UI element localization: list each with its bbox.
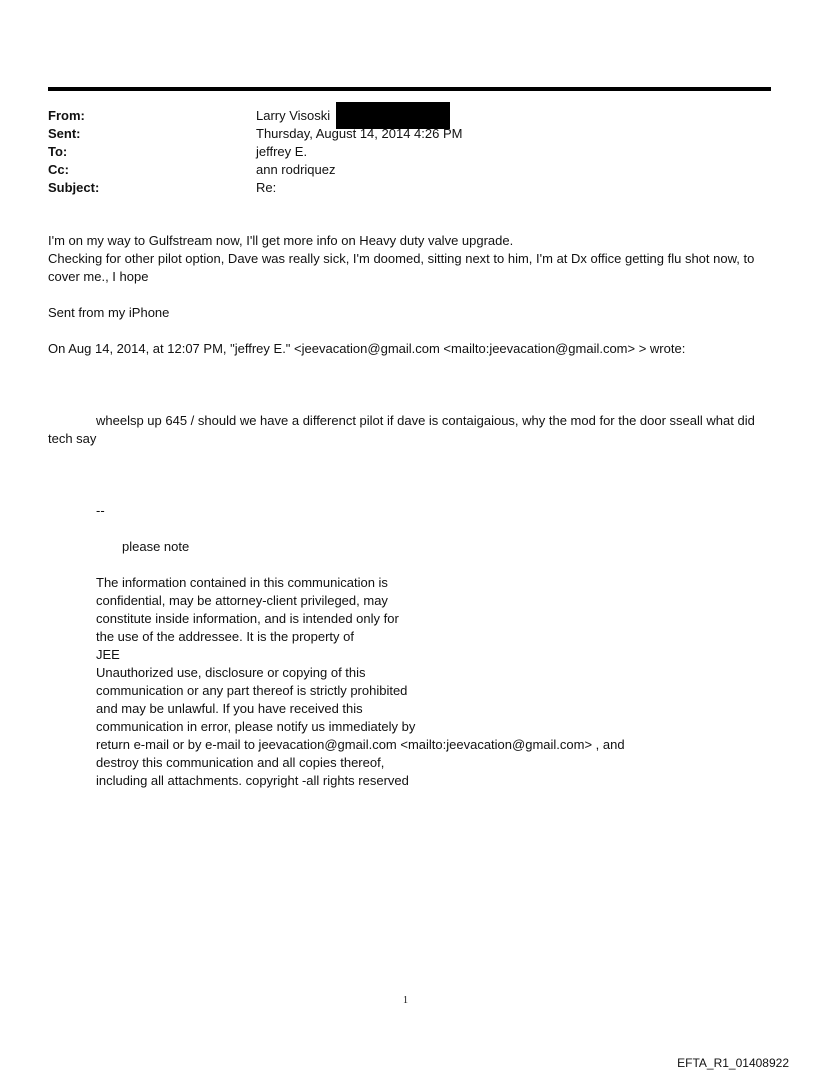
please-note: please note	[122, 539, 190, 554]
disclaimer-line: JEE	[96, 647, 120, 662]
disclaimer-line: including all attachments. copyright -all rights reserved	[96, 773, 409, 788]
quote-intro: On Aug 14, 2014, at 12:07 PM, "jeffrey E." <jeevacation@gmail.com <mailto:jeevacation@gmail.com> > wrote:	[48, 341, 686, 356]
disclaimer-line: The information contained in this communication is	[96, 575, 388, 590]
header-rule	[48, 87, 771, 91]
disclaimer-line: destroy this communication and all copies thereof,	[96, 755, 385, 770]
quoted-text: wheelsp up 645 / should we have a differenct pilot if dave is contaigaious, why the mod for the door sseall what did tech say	[48, 413, 755, 446]
sent-label: Sent:	[48, 126, 81, 141]
disclaimer-line: the use of the addressee. It is the property of	[96, 629, 354, 644]
document-id: EFTA_R1_01408922	[677, 1056, 789, 1070]
email-header	[48, 107, 768, 197]
sent-row	[48, 125, 768, 143]
disclaimer-line: constitute inside information, and is intended only for	[96, 611, 399, 626]
cc-row	[48, 161, 768, 179]
to-label: To:	[48, 144, 68, 159]
subject-label: Subject:	[48, 180, 100, 195]
separator: --	[96, 503, 105, 518]
disclaimer-line: and may be unlawful. If you have received this	[96, 701, 363, 716]
disclaimer-line: Unauthorized use, disclosure or copying of this	[96, 665, 366, 680]
subject-row	[48, 179, 768, 197]
to-row	[48, 143, 768, 161]
page-number: 1	[403, 995, 408, 1006]
from-label: From:	[48, 108, 85, 123]
disclaimer-line: communication in error, please notify us immediately by	[96, 719, 416, 734]
message-line-1: I'm on my way to Gulfstream now, I'll get more info on Heavy duty valve upgrade.	[48, 233, 514, 248]
from-name: Larry Visoski	[256, 108, 331, 123]
subject-value: Re:	[256, 180, 277, 195]
from-row	[48, 107, 768, 125]
to-value: jeffrey E.	[256, 144, 308, 159]
signature: Sent from my iPhone	[48, 305, 170, 320]
cc-value: ann rodriquez	[256, 162, 336, 177]
email-body	[48, 232, 758, 790]
from-value	[256, 107, 768, 125]
disclaimer-line: return e-mail or by e-mail to jeevacation@gmail.com <mailto:jeevacation@gmail.com> , and	[96, 737, 625, 752]
cc-label: Cc:	[48, 162, 69, 177]
message-line-2: Checking for other pilot option, Dave was really sick, I'm doomed, sitting next to him, I'm at Dx office getting flu shot now, to cover me., I hope	[48, 251, 755, 284]
disclaimer-line: confidential, may be attorney-client privileged, may	[96, 593, 388, 608]
disclaimer-line: communication or any part thereof is strictly prohibited	[96, 683, 408, 698]
sent-value: Thursday, August 14, 2014 4:26 PM	[256, 126, 463, 141]
disclaimer	[48, 574, 758, 790]
